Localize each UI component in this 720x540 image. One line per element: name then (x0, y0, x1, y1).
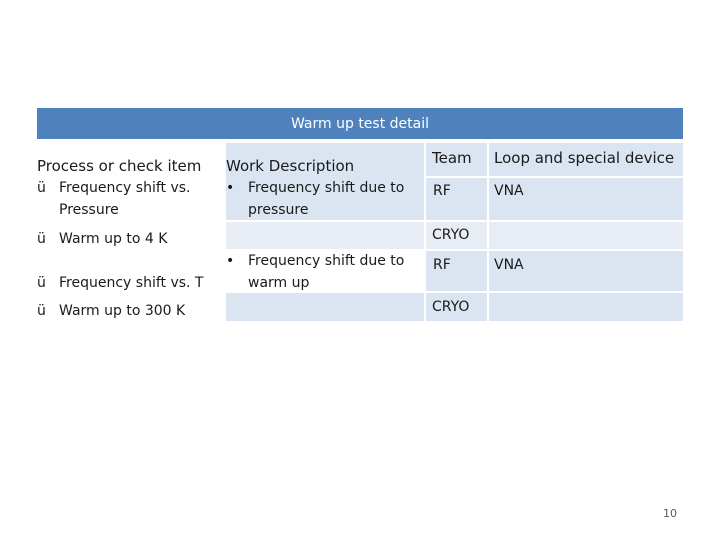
header-loop (494, 147, 682, 169)
header-work-label: Work Description (226, 157, 355, 175)
header-team (432, 147, 487, 169)
check-item-1 (37, 177, 223, 221)
work-item-label: Frequency shift due to warm up (248, 253, 405, 291)
bullet-icon: • (226, 180, 235, 196)
check-item-3 (37, 272, 223, 294)
loop-value-2: VNA (494, 257, 524, 273)
check-item-label: Warm up to 300 K (59, 303, 186, 319)
loop-value-1: VNA (494, 183, 524, 199)
check-item-label: Frequency shift vs. Pressure (59, 180, 191, 218)
work-item-label: Frequency shift due to pressure (248, 180, 405, 218)
check-item-label: Frequency shift vs. T (59, 275, 204, 291)
table-title: Warm up test detail (290, 115, 430, 132)
team-value-2: CRYO (432, 227, 470, 243)
team-value-3: RF (433, 257, 451, 273)
checkmark-icon: ü (37, 275, 46, 291)
work-item-2 (226, 250, 422, 294)
checkmark-icon: ü (37, 180, 46, 196)
loop-cell-empty-2 (489, 293, 683, 321)
header-work (226, 155, 424, 177)
header-process (37, 155, 222, 177)
checkmark-icon: ü (37, 303, 46, 319)
bullet-icon: • (226, 253, 235, 269)
check-item-label: Warm up to 4 K (59, 231, 168, 247)
checkmark-icon: ü (37, 231, 46, 247)
team-value-4: CRYO (432, 299, 470, 315)
page-number: 10 (663, 507, 677, 520)
header-team-label: Team (432, 149, 472, 167)
header-process-label: Process or check item (37, 157, 202, 175)
header-loop-label: Loop and special device (494, 149, 675, 167)
check-item-2 (37, 228, 223, 250)
work-cell-row4 (226, 293, 424, 321)
check-item-4 (37, 300, 223, 322)
loop-cell-empty-1 (489, 222, 683, 249)
table-title-bar (37, 108, 683, 139)
work-cell-row2 (226, 222, 424, 249)
team-value-1: RF (433, 183, 451, 199)
work-item-1 (226, 177, 422, 221)
